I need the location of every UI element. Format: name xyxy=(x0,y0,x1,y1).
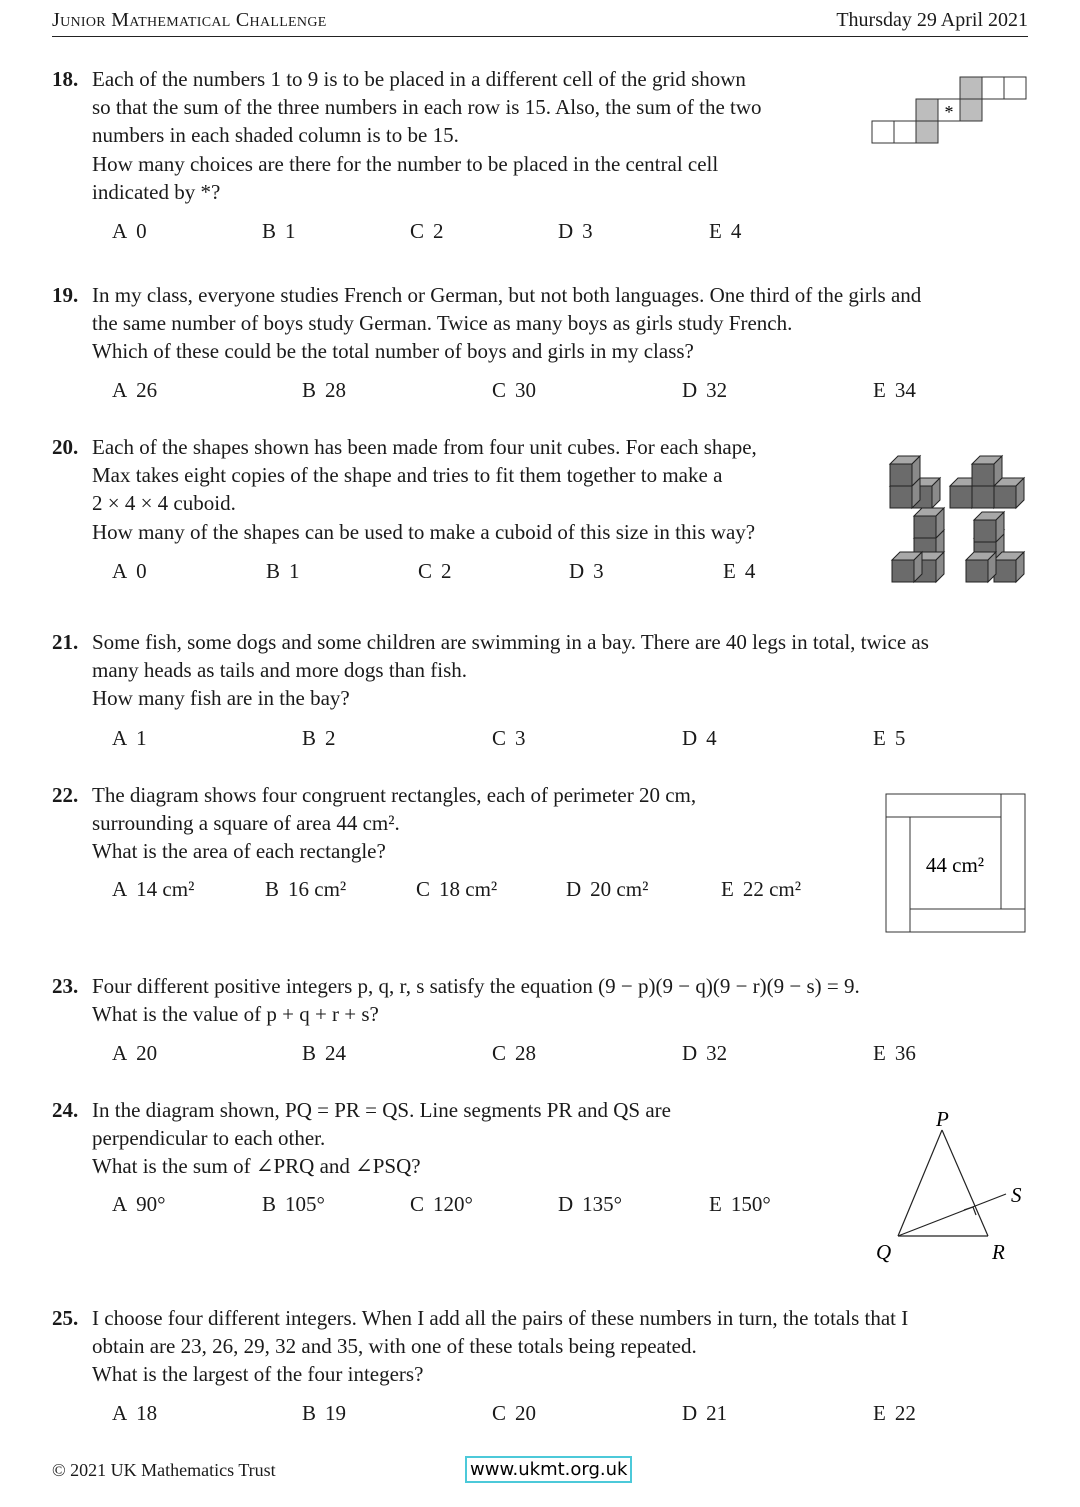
option-e[interactable]: E 4 xyxy=(709,219,742,243)
question-line: The diagram shows four congruent rectangles, each of perimeter 20 cm, xyxy=(92,783,697,807)
question-line: so that the sum of the three numbers in each row is 15. Also, the sum of the two xyxy=(92,95,762,120)
option-e[interactable]: E 34 xyxy=(873,378,916,402)
option-c[interactable]: C 2 xyxy=(418,559,452,583)
option-e[interactable]: E 150° xyxy=(709,1192,771,1216)
option-a[interactable]: A 1 xyxy=(112,726,147,750)
header-title: Junior Mathematical Challenge xyxy=(52,9,327,31)
question-number: 24. xyxy=(52,1098,79,1122)
question-line: numbers in each shaded column is to be 15. xyxy=(92,123,459,148)
option-d[interactable]: D 3 xyxy=(558,219,593,243)
option-a[interactable]: A 0 xyxy=(112,559,147,583)
option-d[interactable]: D 20 cm² xyxy=(566,877,649,901)
option-d[interactable]: D 135° xyxy=(558,1192,623,1216)
question-number: 21. xyxy=(52,630,79,654)
option-c[interactable]: C 120° xyxy=(410,1192,473,1216)
option-a[interactable]: A 20 xyxy=(112,1041,158,1065)
shape-3 xyxy=(892,508,944,582)
option-d[interactable]: D 32 xyxy=(682,1041,728,1065)
question-line: 2 × 4 × 4 cuboid. xyxy=(92,491,236,516)
question-number: 25. xyxy=(52,1306,79,1330)
question-line: What is the area of each rectangle? xyxy=(92,839,386,864)
question-line: What is the largest of the four integers? xyxy=(92,1362,424,1387)
option-d[interactable]: D 32 xyxy=(682,378,728,402)
question-line: How many of the shapes can be used to make a cuboid of this size in this way? xyxy=(92,519,756,544)
option-b[interactable]: B 2 xyxy=(302,726,336,750)
option-c[interactable]: C 18 cm² xyxy=(416,877,498,901)
option-a[interactable]: A 18 xyxy=(112,1401,158,1425)
option-e[interactable]: E 5 xyxy=(873,726,906,750)
question-line: I choose four different integers. When I add all the pairs of these numbers in turn, the totals that I xyxy=(92,1306,909,1330)
question-line: perpendicular to each other. xyxy=(92,1126,326,1151)
cube-shapes-figure xyxy=(884,448,1034,596)
option-c[interactable]: C 20 xyxy=(492,1401,537,1425)
label-q: Q xyxy=(876,1240,892,1264)
copyright: © 2021 UK Mathematics Trust xyxy=(52,1460,276,1480)
question-line: What is the value of p + q + r + s? xyxy=(92,1002,379,1027)
option-e[interactable]: E 4 xyxy=(723,559,756,583)
grid-figure xyxy=(870,74,1030,146)
option-d[interactable]: D 21 xyxy=(682,1401,728,1425)
triangle-figure xyxy=(866,1104,1036,1270)
website-link[interactable]: www.ukmt.org.uk xyxy=(465,1456,632,1483)
option-c[interactable]: C 30 xyxy=(492,378,537,402)
question-line: indicated by *? xyxy=(92,179,221,204)
option-a[interactable]: A 26 xyxy=(112,378,158,402)
option-b[interactable]: B 28 xyxy=(302,378,347,402)
option-a[interactable]: A 90° xyxy=(112,1192,166,1216)
question-line: What is the sum of ∠PRQ and ∠PSQ? xyxy=(92,1154,421,1179)
option-c[interactable]: C 2 xyxy=(410,219,444,243)
rectangles-figure xyxy=(884,792,1028,934)
question-line: In my class, everyone studies French or German, but not both languages. One third of the girls and xyxy=(92,283,922,307)
question-line: Each of the shapes shown has been made from four unit cubes. For each shape, xyxy=(92,435,757,459)
shape-2 xyxy=(950,456,1024,508)
option-b[interactable]: B 19 xyxy=(302,1401,347,1425)
option-b[interactable]: B 24 xyxy=(302,1041,347,1065)
option-b[interactable]: B 16 cm² xyxy=(265,877,347,901)
label-r: R xyxy=(992,1240,1005,1264)
question-line: Some fish, some dogs and some children are swimming in a bay. There are 40 legs in total, twice as xyxy=(92,630,929,654)
question-line: obtain are 23, 26, 29, 32 and 35, with one of these totals being repeated. xyxy=(92,1334,697,1359)
option-e[interactable]: E 22 cm² xyxy=(721,877,802,901)
option-c[interactable]: C 3 xyxy=(492,726,526,750)
question-number: 19. xyxy=(52,283,79,307)
star-mark: * xyxy=(944,102,954,122)
question-line: How many fish are in the bay? xyxy=(92,686,350,711)
option-e[interactable]: E 22 xyxy=(873,1401,916,1425)
question-line: Max takes eight copies of the shape and tries to fit them together to make a xyxy=(92,463,723,488)
option-e[interactable]: E 36 xyxy=(873,1041,916,1065)
question-number: 23. xyxy=(52,974,79,998)
option-d[interactable]: D 3 xyxy=(569,559,604,583)
shape-1 xyxy=(890,456,940,508)
question-line: surrounding a square of area 44 cm². xyxy=(92,811,400,836)
shape-4 xyxy=(966,512,1024,582)
question-line: Each of the numbers 1 to 9 is to be placed in a different cell of the grid shown xyxy=(92,67,746,91)
option-b[interactable]: B 1 xyxy=(262,219,296,243)
question-line: Which of these could be the total number of boys and girls in my class? xyxy=(92,339,694,364)
header-rule xyxy=(52,36,1028,37)
question-number: 20. xyxy=(52,435,79,459)
question-line: the same number of boys study German. Twice as many boys as girls study French. xyxy=(92,311,793,336)
label-p: P xyxy=(936,1107,949,1131)
option-b[interactable]: B 105° xyxy=(262,1192,325,1216)
question-line: many heads as tails and more dogs than fish. xyxy=(92,658,468,683)
option-d[interactable]: D 4 xyxy=(682,726,717,750)
question-number: 18. xyxy=(52,67,79,91)
option-c[interactable]: C 28 xyxy=(492,1041,537,1065)
header-date: Thursday 29 April 2021 xyxy=(836,9,1028,31)
option-a[interactable]: A 0 xyxy=(112,219,147,243)
question-line: Four different positive integers p, q, r, s satisfy the equation (9 − p)(9 − q)(9 − r)(9 − s) = 9. xyxy=(92,974,860,998)
question-line: In the diagram shown, PQ = PR = QS. Line segments PR and QS are xyxy=(92,1098,671,1122)
question-number: 22. xyxy=(52,783,79,807)
square-area-label: 44 cm² xyxy=(925,853,985,877)
question-line: How many choices are there for the number to be placed in the central cell xyxy=(92,151,719,176)
option-b[interactable]: B 1 xyxy=(266,559,300,583)
option-a[interactable]: A 14 cm² xyxy=(112,877,195,901)
label-s: S xyxy=(1011,1183,1022,1207)
